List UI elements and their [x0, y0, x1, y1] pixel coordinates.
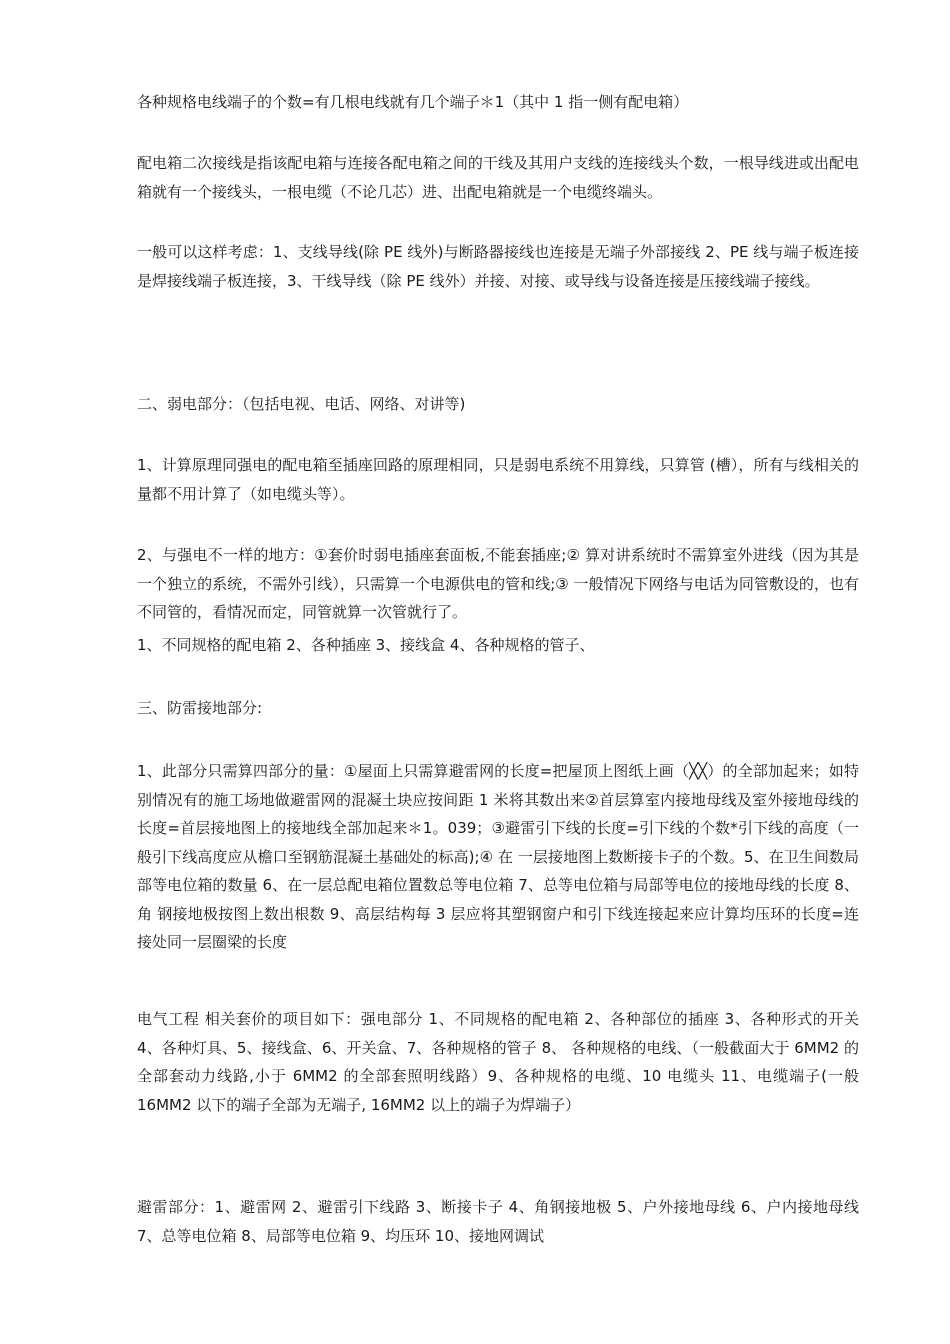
paragraph-secondary-wiring: 配电箱二次接线是指该配电箱与连接各配电箱之间的干线及其用户支线的连接线头个数，一根导线进或出配电箱就有一个接线头，一根电缆（不论几芯）进、出配电箱就是一个电缆终端头。 — [137, 154, 859, 201]
paragraph-lightning-quantities: 1、此部分只需算四部分的量：①屋面上只需算避雷网的长度=把屋顶上图纸上画（╳╳）的全部加起来；如特别情况有的施工场地做避雷网的混凝土块应按间距 1 米将其数出来②首层算室内接地母线及室外接地母线的长度=首层接地图上的接地线全部加起来＊1。039；③避雷引下线的长度=引下线的个数*引下线的高度（一般引下线高度应从檐口至钢筋混凝土基础处的标高);④ 在 一层接地图上数断接卡子的个数。5、在卫生间数局部等电位箱的数量 6、在一层总配电箱位置数总等电位箱 7、总等电位箱与局部等电位的接地母线的长度 8、角 钢接地极按图上数出根数 9、高层结构每 3 层应将其塑钢窗户和引下线连接起来应计算均压环的长度=连接处同一层圈梁的长度 — [137, 762, 859, 951]
paragraph-lightning-items: 避雷部分：1、避雷网 2、避雷引下线路 3、断接卡子 4、角钢接地极 5、户外接地母线 6、户内接地母线 7、总等电位箱 8、局部等电位箱 9、均压环 10、接地网调试 — [137, 1198, 859, 1245]
paragraph-weak-current-diff: 2、与强电不一样的地方：①套价时弱电插座套面板,不能套插座;② 算对讲系统时不需算室外进线（因为其是一个独立的系统，不需外引线），只需算一个电源供电的管和线;③ 一般情况下网络与电话为同管敷设的，也有不同管的，看情况而定，同管就算一次管就行了。 — [137, 546, 859, 621]
paragraph-considerations: 一般可以这样考虑：1、支线导线(除 PE 线外)与断路器接线也连接是无端子外部接线 2、PE 线与端子板连接是焊接线端子板连接，3、干线导线（除 PE 线外）并接、对接、或导线与设备连接是压接线端子接线。 — [137, 243, 859, 290]
section-heading-lightning: 三、防雷接地部分: — [137, 699, 263, 717]
paragraph-weak-current-principle: 1、计算原理同强电的配电箱至插座回路的原理相同，只是弱电系统不用算线，只算管 (槽），所有与线相关的量都不用计算了（如电缆头等）。 — [137, 456, 859, 503]
section-heading-weak-current: 二、弱电部分：（包括电视、电话、网络、对讲等) — [137, 395, 466, 413]
paragraph-terminal-count: 各种规格电线端子的个数=有几根电线就有几个端子＊1（其中 1 指一侧有配电箱） — [137, 93, 689, 111]
paragraph-weak-current-items: 1、不同规格的配电箱 2、各种插座 3、接线盒 4、各种规格的管子、 — [137, 636, 595, 654]
paragraph-pricing-items: 电气工程 相关套价的项目如下：强电部分 1、不同规格的配电箱 2、各种部位的插座 3、各种形式的开关 4、各种灯具、5、接线盒、6、开关盒、7、各种规格的管子 8、 各种规格的电线、（一般截面大于 6MM2 的全部套动力线路,小于 6MM2 的全部套照明线路）9、各种规格的电缆、10 电缆头 11、电缆端子(一般 16MM2 以下的端子全部为无端子, 16MM2 以上的端子为焊端子） — [137, 1010, 859, 1114]
